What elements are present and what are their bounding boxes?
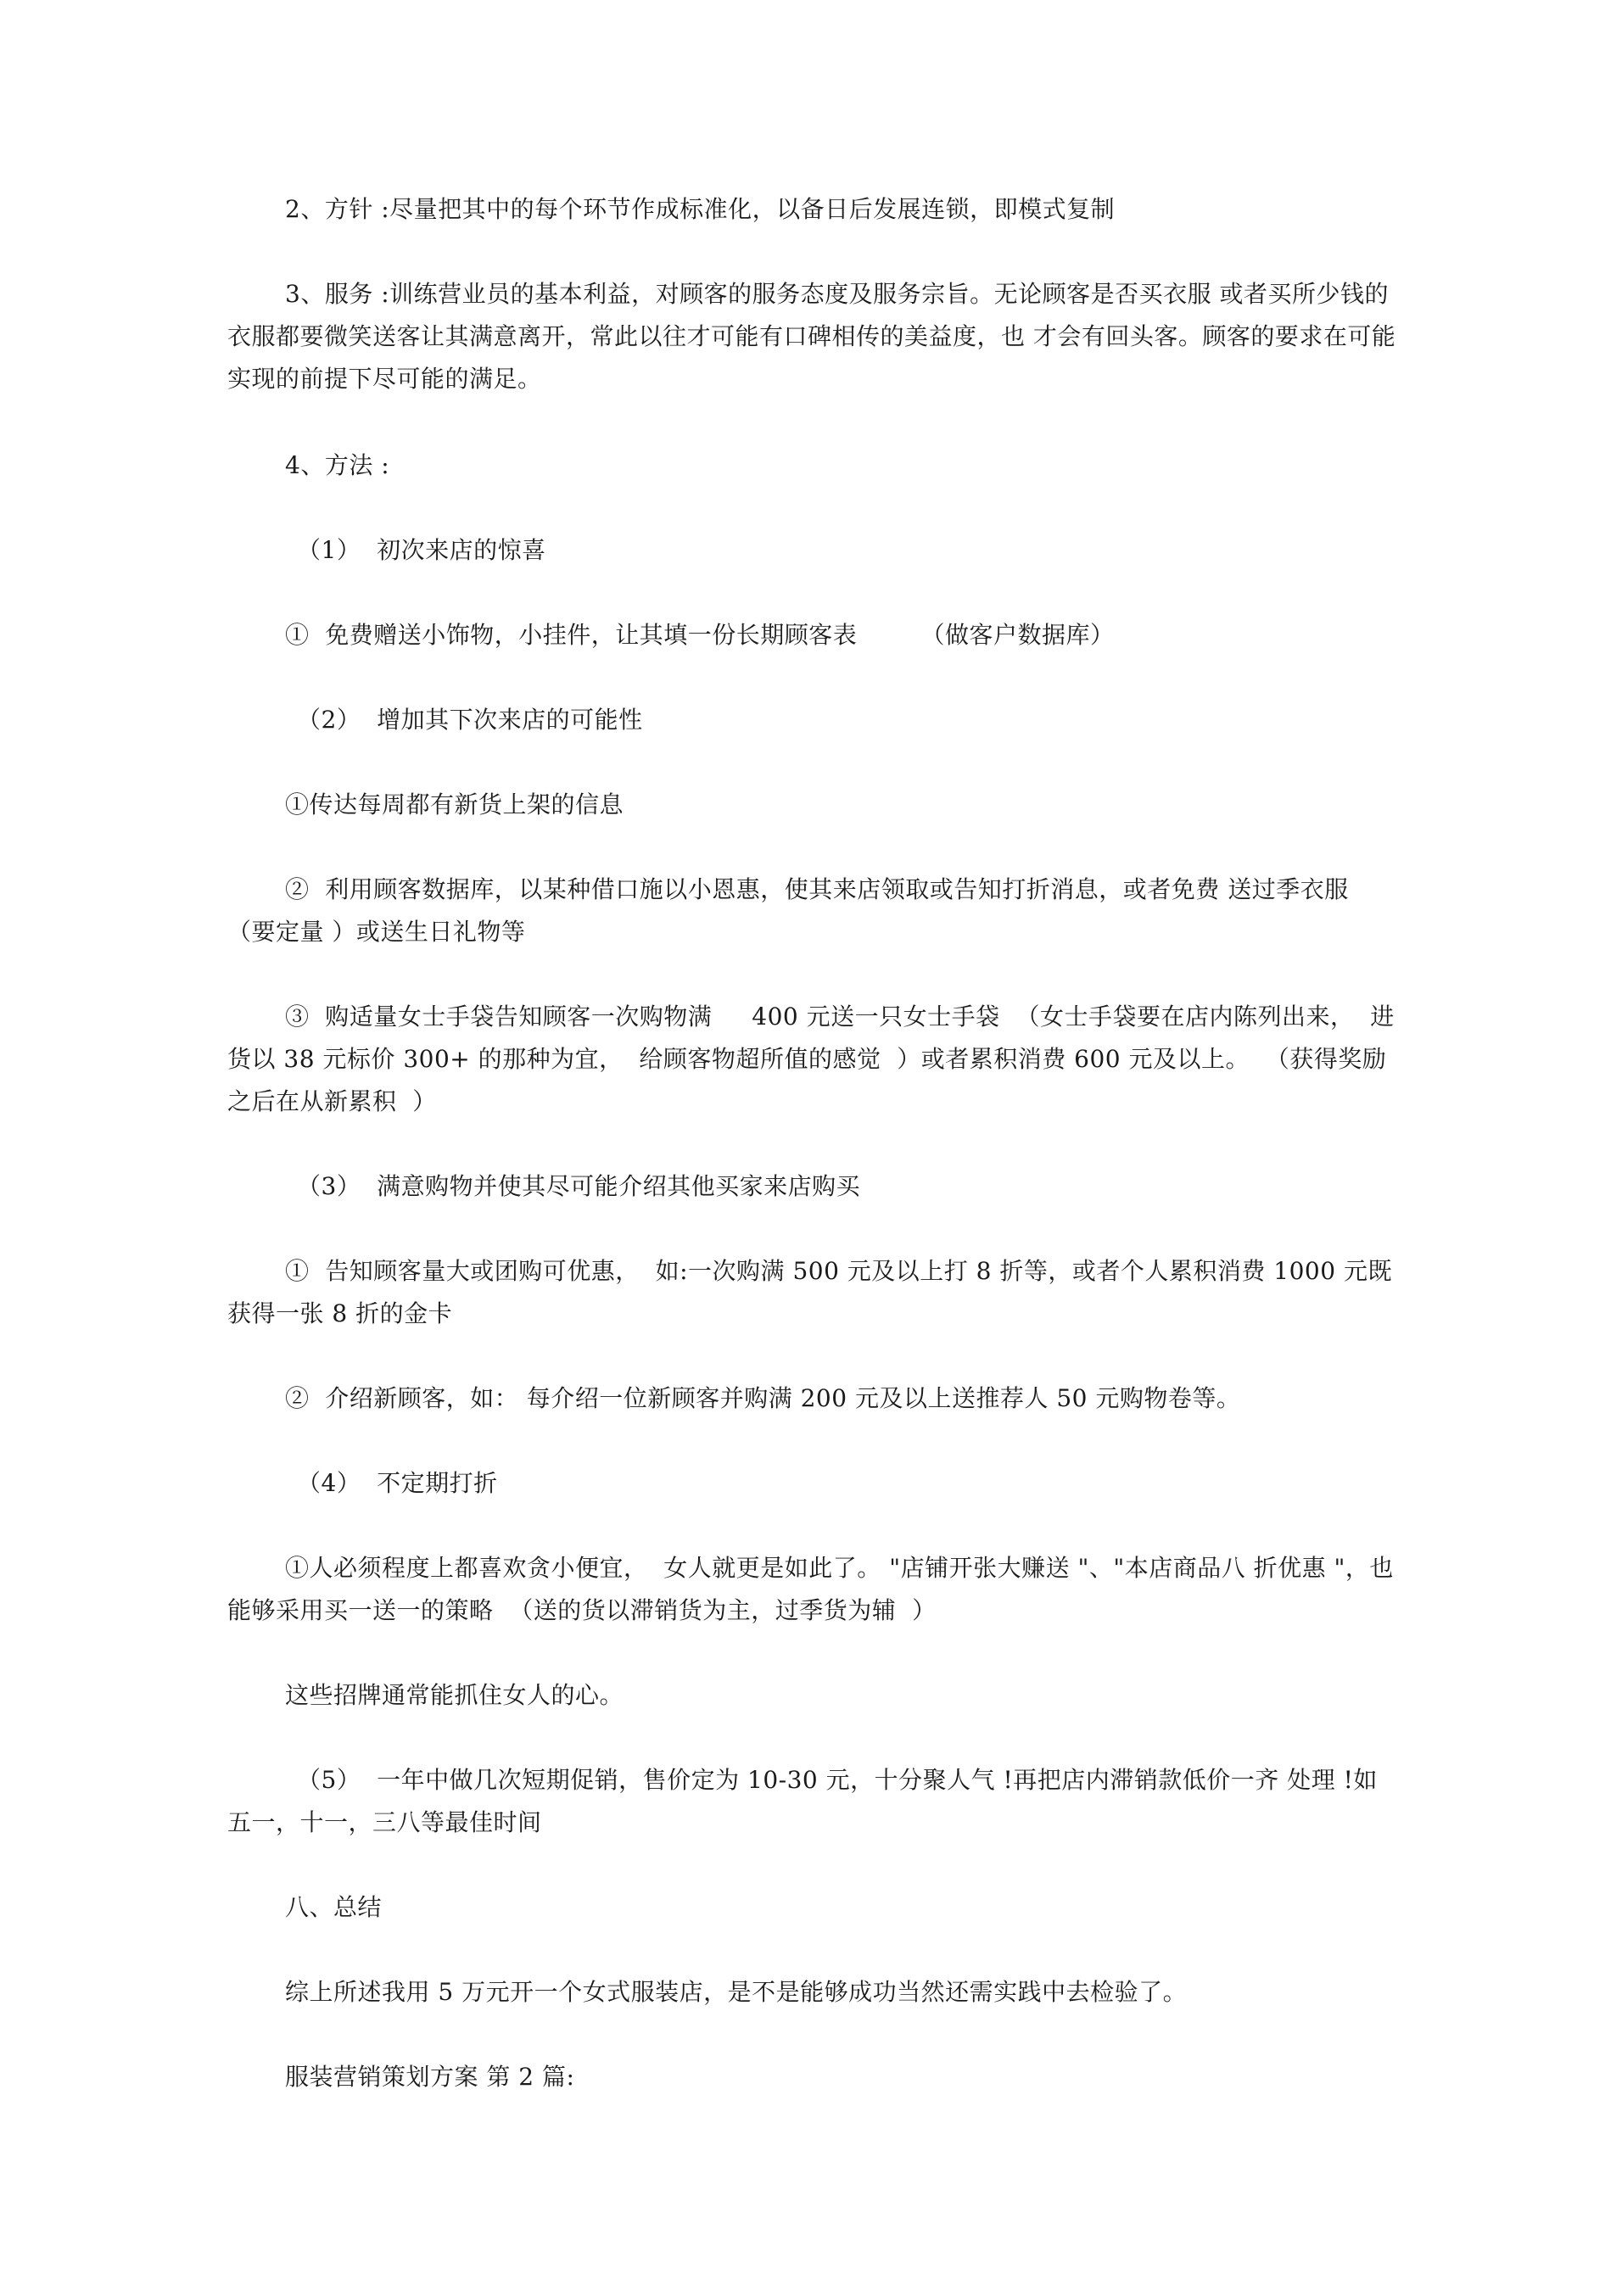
paragraph-policy: 2、方针 :尽量把其中的每个环节作成标准化，以备日后发展连锁，即模式复制	[285, 195, 1116, 223]
paragraph-summary: 综上所述我用 5 万元开一个女式服装店，是不是能够成功当然还需实践中去检验了。	[285, 1978, 1188, 2006]
paragraph-customer-database: ② 利用顾客数据库，以某种借口施以小恩惠，使其来店领取或告知打折消息，或者免费 送过季衣服 （要定量 ）或送生日礼物等	[227, 875, 1365, 946]
paragraph-method-heading: 4、方法 :	[285, 451, 390, 479]
paragraph-signboards: 这些招牌通常能抓住女人的心。	[285, 1681, 624, 1709]
paragraph-handbag-offer: ③ 购适量女士手袋告知顾客一次购物满 400 元送一只女士手袋 （女士手袋要在店内陈列出来， 进货以 38 元标价 300+ 的那种为宜， 给顾客物超所值的感觉 ）或者累积消费 600 元及以上。 （获得奖励之后在从新累积 ）	[227, 1003, 1395, 1115]
paragraph-new-goods: ①传达每周都有新货上架的信息	[285, 790, 624, 818]
paragraph-referral-heading: （3） 满意购物并使其尽可能介绍其他买家来店购买	[297, 1172, 861, 1200]
paragraph-referral-reward: ② 介绍新顾客，如： 每介绍一位新顾客并购满 200 元及以上送推荐人 50 元购物卷等。	[285, 1384, 1241, 1412]
paragraph-bargain-strategy: ①人必须程度上都喜欢贪小便宜， 女人就更是如此了。 "店铺开张大赚送 "、"本店商品八 折优惠 "，也能够采用买一送一的策略 （送的货以滞销货为主，过季货为辅 ）	[227, 1554, 1394, 1624]
paragraph-first-visit-heading: （1） 初次来店的惊喜	[297, 536, 546, 564]
paragraph-summary-heading: 八、总结	[285, 1893, 383, 1921]
paragraph-short-promotion: （5） 一年中做几次短期促销，售价定为 10-30 元，十分聚人气 !再把店内滞销款低价一齐 处理 !如五一，十一，三八等最佳时间	[227, 1766, 1378, 1836]
paragraph-group-discount: ① 告知顾客量大或团购可优惠， 如:一次购满 500 元及以上打 8 折等，或者个人累积消费 1000 元既获得一张 8 折的金卡	[227, 1257, 1392, 1327]
paragraph-irregular-discount-heading: （4） 不定期打折	[297, 1469, 498, 1497]
paragraph-free-gift: ① 免费赠送小饰物，小挂件，让其填一份长期顾客表 （做客户数据库）	[285, 621, 1115, 649]
paragraph-service: 3、服务 :训练营业员的基本利益，对顾客的服务态度及服务宗旨。无论顾客是否买衣服 或者买所少钱的衣服都要微笑送客让其满意离开，常此以往才可能有口碑相传的美益度，也 才会有回头客。顾客的要求在可能实现的前提下尽可能的满足。	[227, 280, 1396, 393]
paragraph-return-visit-heading: （2） 增加其下次来店的可能性	[297, 706, 643, 734]
paragraph-next-plan-title: 服装营销策划方案 第 2 篇:	[285, 2063, 575, 2091]
